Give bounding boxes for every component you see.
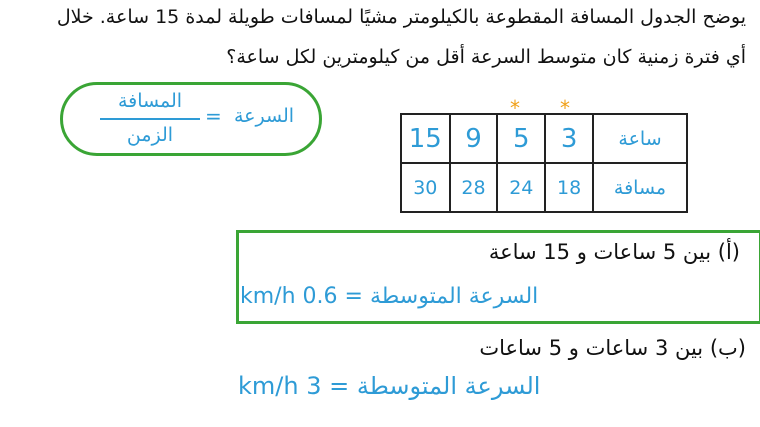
question-line-2: أي فترة زمنية كان متوسط السرعة أقل من كيلومترين لكل ساعة؟	[226, 46, 746, 68]
table-cell: 15	[401, 114, 450, 163]
data-table	[400, 113, 688, 213]
part-b-question: (ب) بين 3 ساعات و 5 ساعات	[479, 336, 746, 360]
formula-distance: المسافة	[117, 90, 183, 112]
star-mark-5h: *	[510, 96, 520, 120]
table-cell: 5	[497, 114, 545, 163]
star-mark-3h: *	[560, 96, 570, 120]
question-line-1: يوضح الجدول المسافة المقطوعة بالكيلومتر مشيًا لمسافات طويلة لمدة 15 ساعة. خلال	[56, 6, 746, 28]
table-cell: 28	[450, 163, 498, 212]
row-label-distance: مسافة	[593, 163, 687, 212]
part-a-answer: السرعة المتوسطة = 0.6 km/h	[240, 284, 539, 309]
formula-speed: السرعة	[234, 105, 295, 127]
row-label-hour: ساعة	[593, 114, 687, 163]
formula-time: الزمن	[126, 124, 174, 146]
table-cell: 24	[497, 163, 545, 212]
part-b-answer: السرعة المتوسطة = 3 km/h	[238, 372, 541, 400]
fraction-bar	[100, 118, 200, 120]
table-row-distance	[401, 163, 687, 212]
part-a-question: (أ) بين 5 ساعات و 15 ساعة	[488, 240, 740, 264]
table-cell: 9	[450, 114, 498, 163]
formula-equals: =	[205, 104, 222, 128]
table-cell: 18	[545, 163, 593, 212]
table-cell: 3	[545, 114, 593, 163]
table-cell: 30	[401, 163, 450, 212]
table-row-hours	[401, 114, 687, 163]
